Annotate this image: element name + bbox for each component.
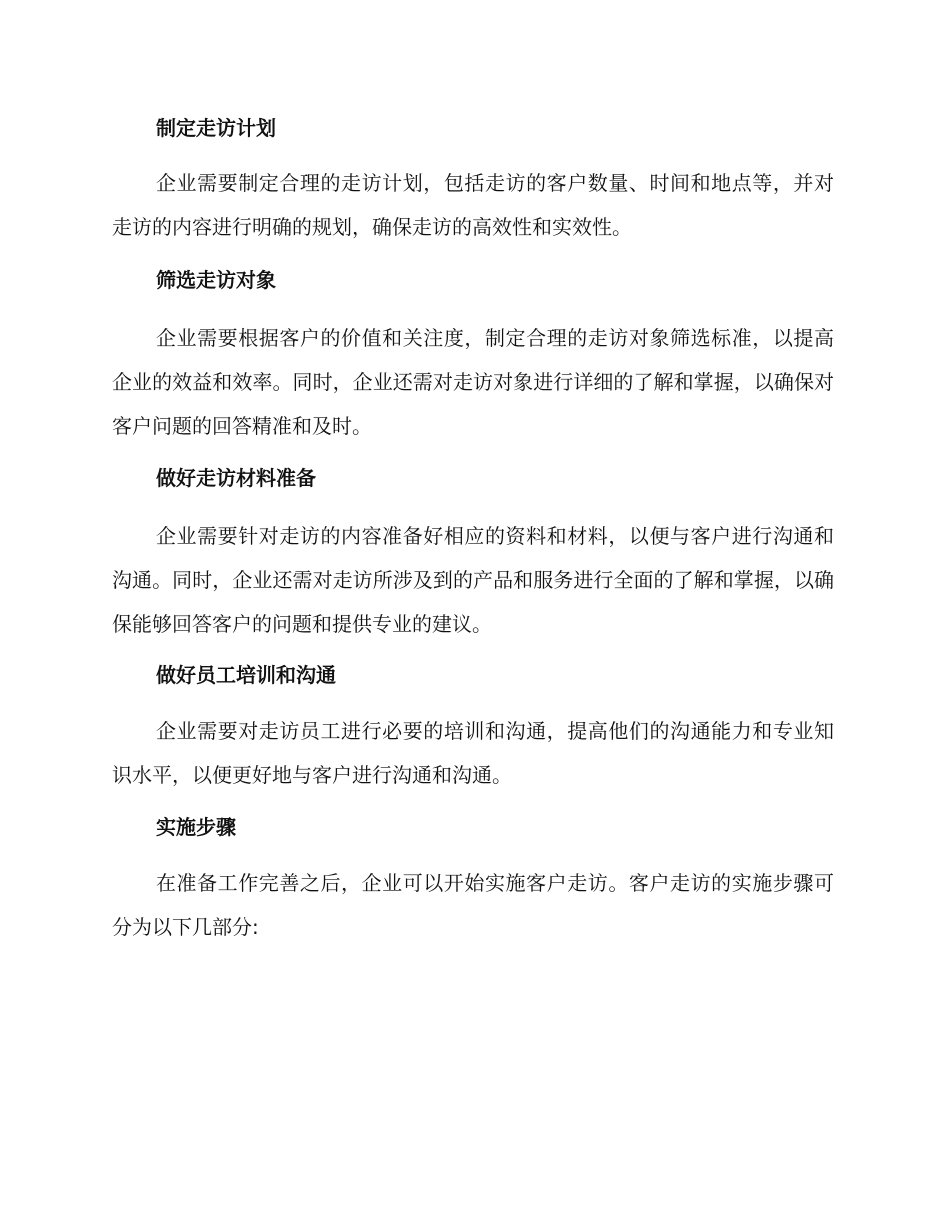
section-body-select-targets: 企业需要根据客户的价值和关注度，制定合理的走访对象筛选标准，以提高企业的效益和效率。同时，企业还需对走访对象进行详细的了解和掌握，以确保对客户问题的回答精准和及时。 <box>112 326 834 438</box>
section-heading-training: 做好员工培训和沟通 <box>156 663 336 687</box>
section-heading-select-targets: 筛选走访对象 <box>156 268 276 292</box>
document-page <box>112 112 834 949</box>
section-body-visit-plan: 企业需要制定合理的走访计划，包括走访的客户数量、时间和地点等，并对走访的内容进行明确的规划，确保走访的高效性和实效性。 <box>112 171 834 239</box>
section-heading-materials: 做好走访材料准备 <box>156 466 316 490</box>
section-heading-implementation: 实施步骤 <box>156 815 236 839</box>
section-heading-visit-plan: 制定走访计划 <box>156 116 276 140</box>
section-body-implementation: 在准备工作完善之后，企业可以开始实施客户走访。客户走访的实施步骤可分为以下几部分: <box>112 871 834 939</box>
section-body-training: 企业需要对走访员工进行必要的培训和沟通，提高他们的沟通能力和专业知识水平，以便更好地与客户进行沟通和沟通。 <box>112 719 834 787</box>
section-body-materials: 企业需要针对走访的内容准备好相应的资料和材料，以便与客户进行沟通和沟通。同时，企业还需对走访所涉及到的产品和服务进行全面的了解和掌握，以确保能够回答客户的问题和提供专业的建议。 <box>112 524 834 636</box>
